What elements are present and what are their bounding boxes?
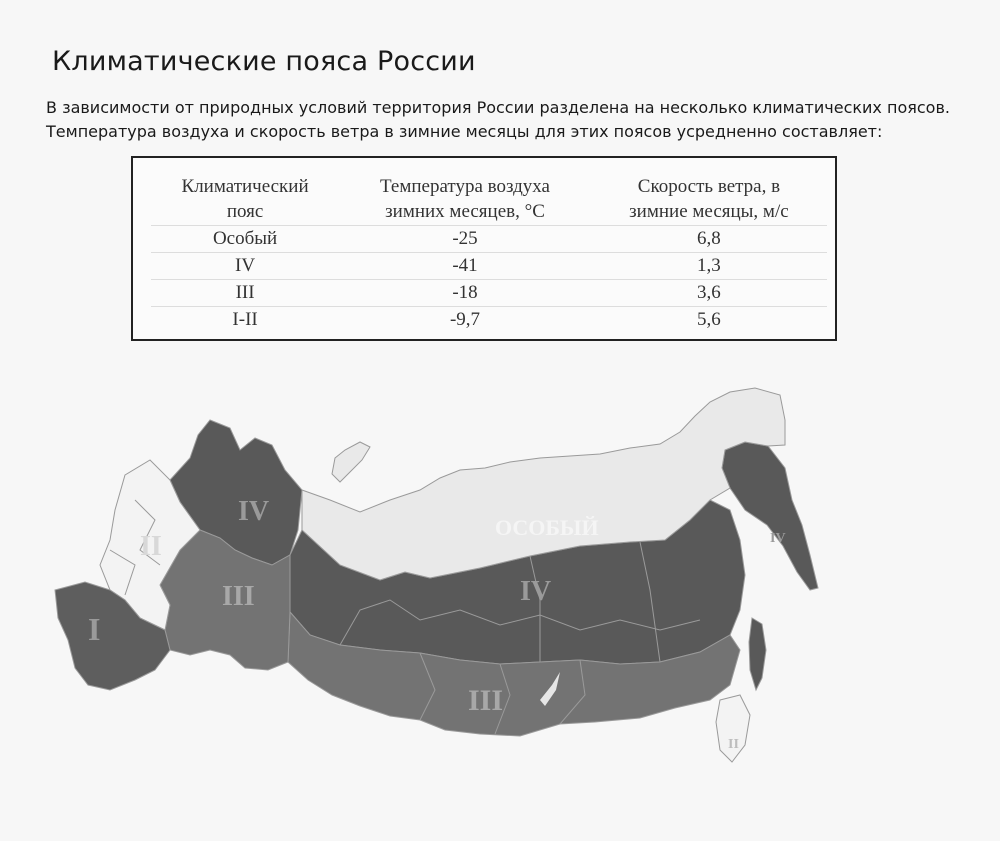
table-row [151,253,827,280]
header-wind-line-2: зимние месяцы, м/с [629,201,789,222]
header-temperature-line-2: зимних месяцев, °С [385,201,545,222]
label-i-south: I [88,611,101,647]
table-cell-zone: III [151,280,339,307]
table-cell-temperature: -25 [339,226,591,253]
label-ii-west: II [140,531,162,562]
table-cell-zone: IV [151,253,339,280]
table-cell-wind: 6,8 [591,226,827,253]
header-zone [151,174,339,226]
table-row [151,280,827,307]
table-cell-wind: 5,6 [591,307,827,334]
label-iv-center: IV [520,576,552,607]
table-cell-temperature: -18 [339,280,591,307]
table-row [151,307,827,334]
label-iii-west: III [222,581,255,612]
header-temperature [339,174,591,226]
novaya-zemlya-island [332,442,370,482]
header-temperature-line-1: Температура воздуха [380,176,550,197]
intro-text [46,96,986,144]
russia-map-svg [40,350,840,790]
header-wind [591,174,827,226]
climate-zones-map [40,350,840,790]
table-cell-wind: 1,3 [591,253,827,280]
header-wind-line-1: Скорость ветра, в [637,176,781,197]
table-header-row [151,174,827,226]
climate-table-frame [131,156,837,341]
intro-line-2: Температура воздуха и скорость ветра в зимние месяцы для этих поясов усредненно составляет: [46,122,883,141]
label-iv-west: IV [238,496,270,527]
climate-table [151,174,827,333]
sakhalin-island [749,618,766,690]
header-zone-line-2: пояс [226,201,264,222]
page-title: Климатические пояса России [52,46,476,77]
label-special: ОСОБЫЙ [495,515,599,540]
label-ii-east: II [728,737,739,752]
header-zone-line-1: Климатический [181,176,309,197]
intro-line-1: В зависимости от природных условий территория России разделена на несколько климатических поясов. [46,98,950,117]
table-row [151,226,827,253]
label-iv-east: IV [770,531,786,546]
table-cell-temperature: -41 [339,253,591,280]
table-cell-wind: 3,6 [591,280,827,307]
table-cell-temperature: -9,7 [339,307,591,334]
table-cell-zone: Особый [151,226,339,253]
label-iii-south: III [468,684,504,717]
table-cell-zone: I-II [151,307,339,334]
